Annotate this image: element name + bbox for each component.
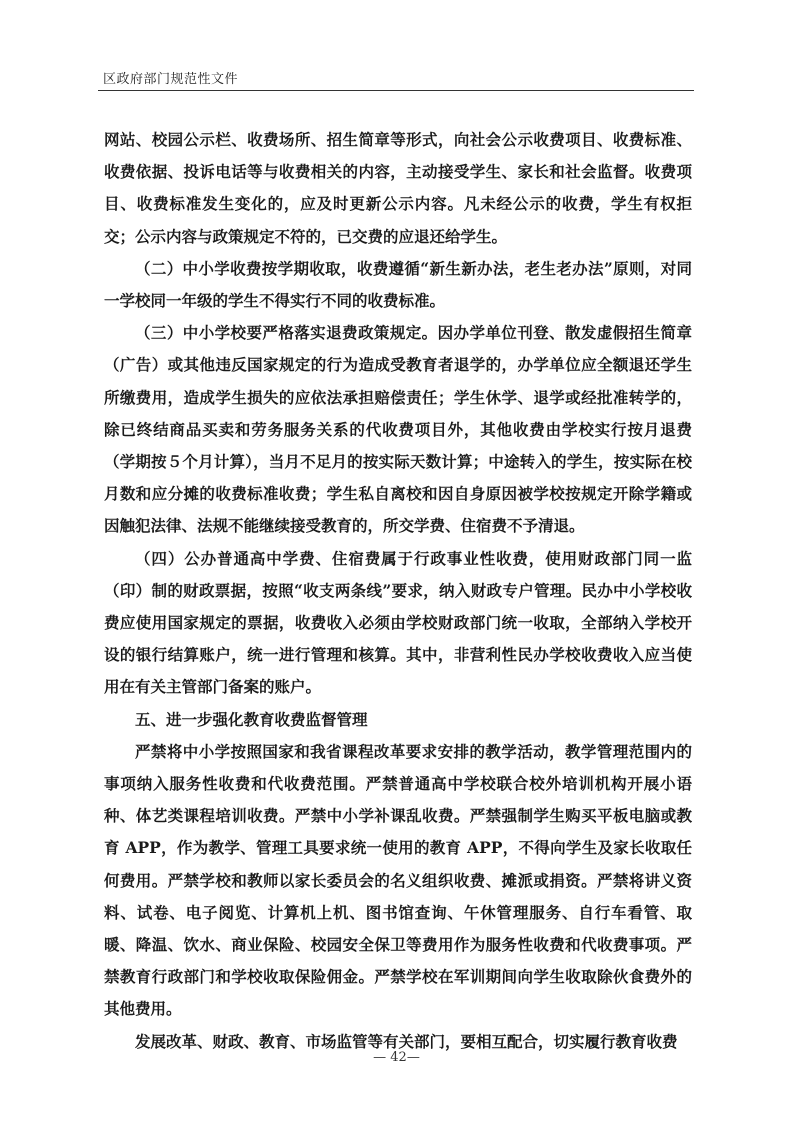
document-body [104, 124, 692, 1058]
paragraph-item-3: （三）中小学校要严格落实退费政策规定。因办学单位刊登、散发虚假招生简章（广告）或其他违反国家规定的行为造成受教育者退学的，办学单位应全额退还学生所缴费用，造成学生损失的应依法承担赔偿责任；学生休学、退学或经批准转学的，除已终结商品买卖和劳务服务关系的代收费项目外，其他收费由学校实行按月退费（学期按５个月计算），当月不足月的按实际天数计算；中途转入的学生，按实际在校月数和应分摊的收费标准收费；学生私自离校和因自身原因被学校按规定开除学籍或因触犯法律、法规不能继续接受教育的，所交学费、住宿费不予清退。 [104, 323, 692, 536]
section-heading-5: 五、进一步强化教育收费监督管理 [135, 709, 368, 729]
page-number: — 42— [373, 1050, 420, 1065]
paragraph-continuation: 网站、校园公示栏、收费场所、招生简章等形式，向社会公示收费项目、收费标准、收费依据、投诉电话等与收费相关的内容，主动接受学生、家长和社会监督。收费项目、收费标准发生变化的，应及时更新公示内容。凡未经公示的收费，学生有权拒交；公示内容与政策规定不符的，已交费的应退还给学生。 [104, 130, 692, 246]
paragraph-item-2: （二）中小学收费按学期收取，收费遵循“新生新办法，老生老办法”原则，对同一学校同一年级的学生不得实行不同的收费标准。 [104, 258, 692, 311]
page-header-title: 区政府部门规范性文件 [103, 72, 239, 87]
paragraph-item-4: （四）公办普通高中学费、住宿费属于行政事业性收费，使用财政部门同一监（印）制的财政票据，按照“收支两条线”要求，纳入财政专户管理。民办中小学校收费应使用国家规定的票据，收费收入必须由学校财政部门统一收取，全部纳入学校开设的银行结算账户，统一进行管理和核算。其中，非营利性民办学校收费收入应当使用在有关主管部门备案的账户。 [104, 548, 692, 697]
paragraph-prohibitions: 严禁将中小学按照国家和我省课程改革要求安排的教学活动，教学管理范围内的事项纳入服务性收费和代收费范围。严禁普通高中学校联合校外培训机构开展小语种、体艺类课程培训收费。严禁中小学补课乱收费。严禁强制学生购买平板电脑或教育 APP，作为教学、管理工具要求统一使用的教育 APP，不得向学生及家长收取任何费用。严禁学校和教师以家长委员会的名义组织收费、摊派或捐资。严禁将讲义资料、试卷、电子阅览、计算机上机、图书馆查询、午休管理服务、自行车看管、取暖、降温、饮水、商业保险、校园安全保卫等费用作为服务性收费和代收费事项。严禁教育行政部门和学校收取保险佣金。严禁学校在军训期间向学生收取除伙食费外的其他费用。 [104, 741, 692, 1019]
header-divider [98, 90, 694, 91]
paragraph-departments: 发展改革、财政、教育、市场监管等有关部门，要相互配合，切实履行教育收费 [135, 1031, 678, 1051]
